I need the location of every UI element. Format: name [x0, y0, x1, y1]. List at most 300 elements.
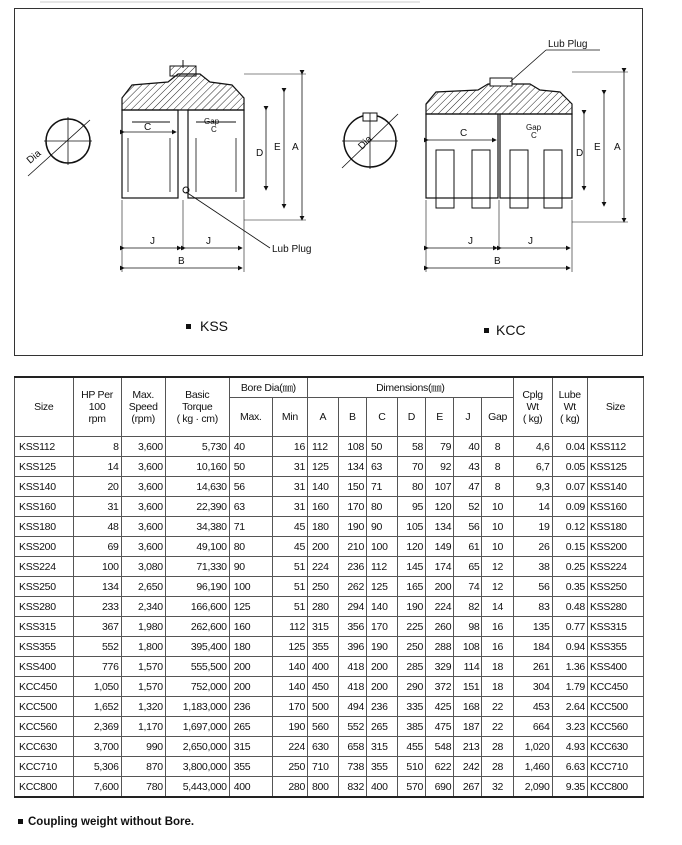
table-cell: 16: [482, 637, 513, 657]
table-cell: KSS140: [15, 477, 74, 497]
table-cell: 8: [482, 477, 513, 497]
table-cell: 280: [308, 597, 339, 617]
table-cell: KCC450: [15, 677, 74, 697]
table-cell: 500: [308, 697, 339, 717]
table-cell: 752,000: [165, 677, 229, 697]
table-cell: 5,730: [165, 437, 229, 457]
table-row: [15, 577, 644, 597]
table-cell: 290: [397, 677, 425, 697]
table-cell: 125: [308, 457, 339, 477]
table-cell: 453: [513, 697, 552, 717]
svg-text:C: C: [211, 125, 217, 134]
table-cell: 14: [482, 597, 513, 617]
col-bore-max: Max.: [229, 398, 272, 437]
table-cell: 4,6: [513, 437, 552, 457]
svg-text:A: A: [292, 142, 299, 153]
table-cell: KSS400: [587, 657, 643, 677]
svg-text:C: C: [460, 128, 468, 139]
table-row: [15, 777, 644, 798]
table-cell: 79: [426, 437, 454, 457]
spec-table-body: [15, 437, 644, 798]
table-cell: KCC630: [587, 737, 643, 757]
table-row: [15, 517, 644, 537]
table-cell: 3,600: [121, 437, 165, 457]
svg-text:J: J: [528, 236, 533, 247]
table-cell: KCC450: [587, 677, 643, 697]
table-cell: 134: [338, 457, 366, 477]
table-cell: 395,400: [165, 637, 229, 657]
table-row: [15, 737, 644, 757]
table-cell: 190: [272, 717, 307, 737]
kcc-caption: KCC: [496, 322, 526, 338]
table-cell: 1,170: [121, 717, 165, 737]
table-cell: 190: [397, 597, 425, 617]
table-cell: 9.35: [552, 777, 587, 798]
table-cell: 475: [426, 717, 454, 737]
table-cell: 570: [397, 777, 425, 798]
table-cell: KCC560: [15, 717, 74, 737]
table-cell: 4.93: [552, 737, 587, 757]
table-cell: 7,600: [73, 777, 121, 798]
col-torque: Basic Torque ( kg · cm): [165, 377, 229, 437]
kcc-drawing: [342, 39, 628, 338]
table-cell: 125: [272, 637, 307, 657]
table-cell: 990: [121, 737, 165, 757]
table-cell: 400: [229, 777, 272, 798]
svg-text:J: J: [150, 236, 155, 247]
table-cell: KSS355: [587, 637, 643, 657]
table-cell: 16: [482, 617, 513, 637]
table-row: [15, 717, 644, 737]
table-cell: 16: [272, 437, 307, 457]
table-cell: KSS250: [15, 577, 74, 597]
table-cell: 107: [426, 477, 454, 497]
table-cell: 50: [367, 437, 398, 457]
svg-text:Gap: Gap: [526, 123, 542, 132]
table-cell: 1,050: [73, 677, 121, 697]
table-row: [15, 697, 644, 717]
table-cell: 294: [338, 597, 366, 617]
table-cell: 80: [367, 497, 398, 517]
table-cell: 69: [73, 537, 121, 557]
table-cell: 83: [513, 597, 552, 617]
table-cell: 31: [272, 477, 307, 497]
table-cell: 1,800: [121, 637, 165, 657]
table-cell: 38: [513, 557, 552, 577]
table-cell: 71,330: [165, 557, 229, 577]
table-cell: 664: [513, 717, 552, 737]
table-cell: 329: [426, 657, 454, 677]
kss-lub-plug-label: Lub Plug: [272, 244, 312, 255]
svg-text:D: D: [576, 148, 584, 159]
table-cell: 51: [272, 597, 307, 617]
table-cell: 690: [426, 777, 454, 798]
table-cell: 180: [308, 517, 339, 537]
table-cell: KSS180: [15, 517, 74, 537]
table-cell: 151: [454, 677, 482, 697]
table-cell: KSS125: [587, 457, 643, 477]
table-row: [15, 617, 644, 637]
table-cell: 22,390: [165, 497, 229, 517]
table-cell: 261: [513, 657, 552, 677]
table-cell: 0.94: [552, 637, 587, 657]
table-cell: 0.07: [552, 477, 587, 497]
table-cell: 1,980: [121, 617, 165, 637]
table-cell: KSS112: [587, 437, 643, 457]
table-cell: 425: [426, 697, 454, 717]
svg-text:E: E: [594, 142, 601, 153]
table-cell: 418: [338, 657, 366, 677]
table-cell: 31: [272, 497, 307, 517]
table-cell: 80: [397, 477, 425, 497]
table-cell: 8: [482, 457, 513, 477]
table-cell: 65: [454, 557, 482, 577]
table-cell: 190: [367, 637, 398, 657]
table-cell: 184: [513, 637, 552, 657]
table-cell: 22: [482, 717, 513, 737]
table-cell: 108: [454, 637, 482, 657]
table-cell: 250: [272, 757, 307, 777]
table-cell: 355: [308, 637, 339, 657]
svg-text:D: D: [256, 148, 264, 159]
table-cell: 74: [454, 577, 482, 597]
table-cell: 140: [272, 657, 307, 677]
kss-caption: KSS: [200, 318, 229, 334]
svg-text:E: E: [274, 142, 281, 153]
table-cell: 2,369: [73, 717, 121, 737]
table-cell: 1,020: [513, 737, 552, 757]
table-cell: 1,652: [73, 697, 121, 717]
table-row: [15, 477, 644, 497]
table-cell: 114: [454, 657, 482, 677]
table-cell: KSS125: [15, 457, 74, 477]
table-cell: KSS140: [587, 477, 643, 497]
table-row: [15, 757, 644, 777]
table-cell: 3,600: [121, 537, 165, 557]
svg-text:A: A: [614, 142, 621, 153]
table-cell: KSS280: [587, 597, 643, 617]
table-cell: 100: [367, 537, 398, 557]
table-cell: 548: [426, 737, 454, 757]
table-cell: 1,697,000: [165, 717, 229, 737]
table-cell: KSS160: [15, 497, 74, 517]
table-cell: 18: [482, 677, 513, 697]
table-cell: 134: [73, 577, 121, 597]
table-cell: 200: [308, 537, 339, 557]
table-cell: 385: [397, 717, 425, 737]
table-cell: 2,090: [513, 777, 552, 798]
table-cell: 3,700: [73, 737, 121, 757]
table-cell: 450: [308, 677, 339, 697]
table-cell: 61: [454, 537, 482, 557]
table-cell: 355: [367, 757, 398, 777]
svg-text:C: C: [144, 122, 152, 133]
table-cell: KSS224: [15, 557, 74, 577]
col-hp: HP Per 100 rpm: [73, 377, 121, 437]
table-cell: 3,600: [121, 517, 165, 537]
footnote: Coupling weight without Bore.: [18, 816, 194, 828]
table-cell: 356: [338, 617, 366, 637]
table-cell: 0.25: [552, 557, 587, 577]
table-cell: 108: [338, 437, 366, 457]
table-cell: 236: [367, 697, 398, 717]
table-cell: KCC800: [587, 777, 643, 798]
col-e: E: [426, 398, 454, 437]
table-cell: 800: [308, 777, 339, 798]
table-cell: 187: [454, 717, 482, 737]
table-cell: 3,600: [121, 497, 165, 517]
table-cell: 170: [272, 697, 307, 717]
table-cell: 105: [397, 517, 425, 537]
table-cell: 56: [454, 517, 482, 537]
table-cell: 90: [229, 557, 272, 577]
table-cell: 210: [338, 537, 366, 557]
table-cell: 120: [426, 497, 454, 517]
table-cell: 1,570: [121, 657, 165, 677]
svg-text:B: B: [178, 256, 185, 267]
table-cell: 0.15: [552, 537, 587, 557]
table-cell: 710: [308, 757, 339, 777]
table-cell: 45: [272, 517, 307, 537]
table-cell: 1,460: [513, 757, 552, 777]
table-cell: 160: [229, 617, 272, 637]
table-cell: 125: [229, 597, 272, 617]
col-weight: Cplg Wt ( kg): [513, 377, 552, 437]
table-cell: KSS112: [15, 437, 74, 457]
table-row: [15, 637, 644, 657]
table-cell: KSS200: [15, 537, 74, 557]
table-cell: 112: [272, 617, 307, 637]
table-cell: 233: [73, 597, 121, 617]
table-cell: 10: [482, 537, 513, 557]
kss-drawing: [25, 60, 312, 334]
table-cell: 48: [73, 517, 121, 537]
table-cell: 260: [426, 617, 454, 637]
table-cell: 2,340: [121, 597, 165, 617]
table-cell: 315: [229, 737, 272, 757]
table-cell: 56: [513, 577, 552, 597]
table-cell: 43: [454, 457, 482, 477]
table-cell: 92: [426, 457, 454, 477]
table-row: [15, 557, 644, 577]
table-cell: 280: [272, 777, 307, 798]
table-cell: 267: [454, 777, 482, 798]
table-cell: 367: [73, 617, 121, 637]
table-cell: 552: [73, 637, 121, 657]
table-cell: 3,600: [121, 457, 165, 477]
table-cell: 418: [338, 677, 366, 697]
table-cell: 140: [272, 677, 307, 697]
table-cell: 160: [308, 497, 339, 517]
table-cell: KCC800: [15, 777, 74, 798]
table-cell: 40: [229, 437, 272, 457]
table-cell: 56: [229, 477, 272, 497]
table-cell: KCC630: [15, 737, 74, 757]
table-cell: 0.05: [552, 457, 587, 477]
table-cell: 80: [229, 537, 272, 557]
table-cell: 630: [308, 737, 339, 757]
table-cell: 3,080: [121, 557, 165, 577]
table-cell: 150: [338, 477, 366, 497]
table-cell: 47: [454, 477, 482, 497]
table-row: [15, 657, 644, 677]
col-size: Size: [15, 377, 74, 437]
table-cell: KSS280: [15, 597, 74, 617]
table-cell: 3,600: [121, 477, 165, 497]
table-cell: 165: [397, 577, 425, 597]
table-cell: KSS355: [15, 637, 74, 657]
table-cell: 95: [397, 497, 425, 517]
table-cell: 71: [229, 517, 272, 537]
table-cell: 10: [482, 517, 513, 537]
table-cell: 1.79: [552, 677, 587, 697]
table-cell: 49,100: [165, 537, 229, 557]
table-cell: 400: [308, 657, 339, 677]
col-lube: Lube Wt ( kg): [552, 377, 587, 437]
col-gap: Gap: [482, 398, 513, 437]
table-cell: 58: [397, 437, 425, 457]
table-cell: 31: [73, 497, 121, 517]
col-size-right: Size: [587, 377, 643, 437]
table-cell: 51: [272, 557, 307, 577]
table-cell: KSS160: [587, 497, 643, 517]
table-cell: 1,183,000: [165, 697, 229, 717]
table-cell: 32: [482, 777, 513, 798]
table-cell: 134: [426, 517, 454, 537]
table-cell: KSS400: [15, 657, 74, 677]
table-cell: 12: [482, 557, 513, 577]
col-dimensions: Dimensions(㎜): [308, 377, 514, 398]
table-cell: 262: [338, 577, 366, 597]
table-row: [15, 597, 644, 617]
table-cell: KSS180: [587, 517, 643, 537]
table-cell: 658: [338, 737, 366, 757]
table-cell: 265: [367, 717, 398, 737]
col-bore: Bore Dia(㎜): [229, 377, 307, 398]
table-cell: 52: [454, 497, 482, 517]
table-cell: 0.77: [552, 617, 587, 637]
table-cell: 26: [513, 537, 552, 557]
table-cell: 71: [367, 477, 398, 497]
table-row: [15, 457, 644, 477]
table-cell: 70: [397, 457, 425, 477]
table-cell: 51: [272, 577, 307, 597]
table-cell: 400: [367, 777, 398, 798]
table-cell: 0.09: [552, 497, 587, 517]
table-cell: 3.23: [552, 717, 587, 737]
table-cell: 0.35: [552, 577, 587, 597]
table-cell: 82: [454, 597, 482, 617]
table-cell: 6,7: [513, 457, 552, 477]
table-cell: KSS315: [15, 617, 74, 637]
table-cell: 90: [367, 517, 398, 537]
table-cell: 1.36: [552, 657, 587, 677]
table-cell: 224: [272, 737, 307, 757]
table-row: [15, 497, 644, 517]
table-cell: 225: [397, 617, 425, 637]
table-cell: 200: [426, 577, 454, 597]
table-cell: 315: [367, 737, 398, 757]
col-a: A: [308, 398, 339, 437]
table-cell: 5,306: [73, 757, 121, 777]
table-cell: 190: [338, 517, 366, 537]
col-b: B: [338, 398, 366, 437]
table-cell: 0.04: [552, 437, 587, 457]
table-cell: 40: [454, 437, 482, 457]
table-cell: 200: [367, 677, 398, 697]
table-cell: 10: [482, 497, 513, 517]
table-cell: 170: [338, 497, 366, 517]
table-cell: 560: [308, 717, 339, 737]
table-cell: 145: [397, 557, 425, 577]
table-cell: 63: [229, 497, 272, 517]
table-cell: KSS250: [587, 577, 643, 597]
table-cell: 140: [308, 477, 339, 497]
kss-dia-label: Dia: [24, 148, 44, 167]
table-cell: 200: [367, 657, 398, 677]
table-cell: 242: [454, 757, 482, 777]
table-cell: 120: [397, 537, 425, 557]
table-cell: 174: [426, 557, 454, 577]
table-cell: 285: [397, 657, 425, 677]
table-cell: 168: [454, 697, 482, 717]
coupling-drawings: [0, 0, 682, 370]
table-cell: 780: [121, 777, 165, 798]
table-cell: 494: [338, 697, 366, 717]
table-cell: 135: [513, 617, 552, 637]
table-cell: 170: [367, 617, 398, 637]
table-cell: 8: [482, 437, 513, 457]
table-row: [15, 437, 644, 457]
table-cell: 10,160: [165, 457, 229, 477]
table-cell: 265: [229, 717, 272, 737]
table-cell: 510: [397, 757, 425, 777]
table-cell: 2,650: [121, 577, 165, 597]
table-cell: KCC500: [587, 697, 643, 717]
table-cell: 0.48: [552, 597, 587, 617]
table-cell: 45: [272, 537, 307, 557]
table-cell: 9,3: [513, 477, 552, 497]
table-cell: KSS200: [587, 537, 643, 557]
table-cell: 3,800,000: [165, 757, 229, 777]
table-cell: 100: [229, 577, 272, 597]
table-cell: 14: [513, 497, 552, 517]
table-cell: 34,380: [165, 517, 229, 537]
svg-text:Gap: Gap: [204, 117, 220, 126]
table-cell: 1,570: [121, 677, 165, 697]
spec-table: [14, 376, 644, 798]
table-cell: 236: [229, 697, 272, 717]
table-cell: 622: [426, 757, 454, 777]
table-cell: 250: [397, 637, 425, 657]
table-cell: 224: [426, 597, 454, 617]
table-cell: 100: [73, 557, 121, 577]
table-cell: 335: [397, 697, 425, 717]
table-cell: 96,190: [165, 577, 229, 597]
col-bore-min: Min: [272, 398, 307, 437]
table-cell: 396: [338, 637, 366, 657]
table-cell: 98: [454, 617, 482, 637]
kcc-lub-plug-label: Lub Plug: [548, 39, 588, 50]
table-cell: 112: [308, 437, 339, 457]
table-cell: 14,630: [165, 477, 229, 497]
table-cell: 0.12: [552, 517, 587, 537]
table-cell: 2.64: [552, 697, 587, 717]
table-cell: 224: [308, 557, 339, 577]
svg-text:B: B: [494, 256, 501, 267]
table-cell: 28: [482, 757, 513, 777]
table-row: [15, 677, 644, 697]
